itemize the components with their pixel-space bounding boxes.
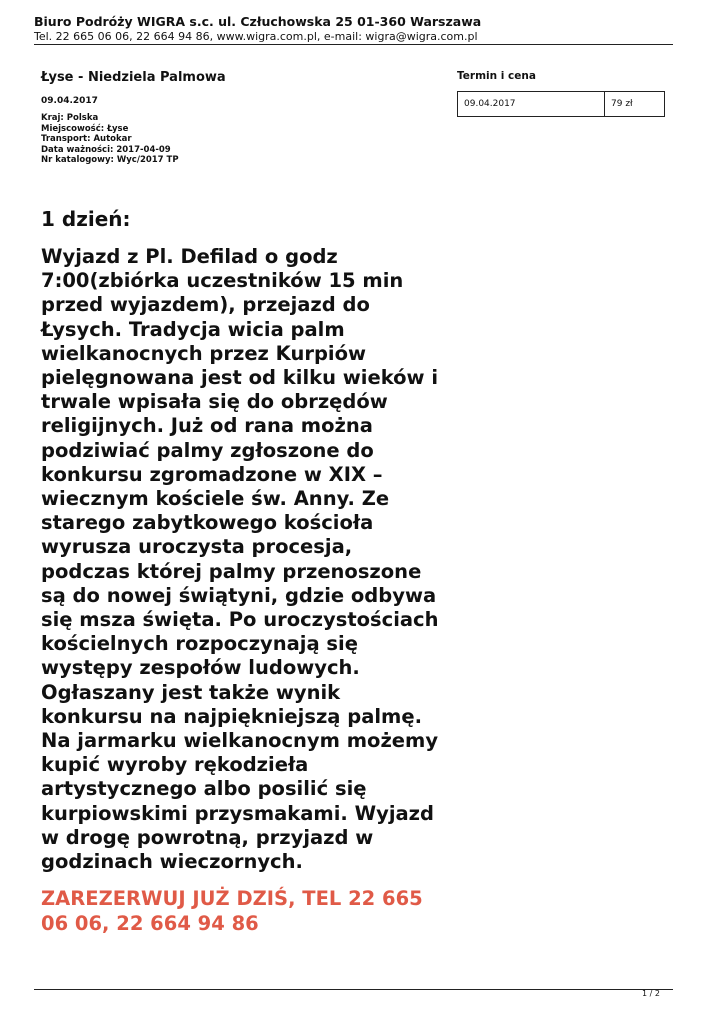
footer-divider — [34, 989, 673, 990]
company-contact[interactable]: Tel. 22 665 06 06, 22 664 94 86, www.wigra.com.pl, e-mail: wigra@wigra.com.pl — [34, 30, 478, 43]
company-address: Biuro Podróży WIGRA s.c. ul. Człuchowska 25 01-360 Warszawa — [34, 14, 482, 29]
header-divider — [34, 44, 673, 45]
detail-catalog-number: Nr katalogowy: Wyc/2017 TP — [41, 155, 179, 165]
detail-transport: Transport: Autokar — [41, 134, 132, 144]
table-row — [458, 92, 665, 117]
program-description: Wyjazd z Pl. Defilad o godz 7:00(zbiórka uczestników 15 min przed wyjazdem), przejazd do Łysych. Tradycja wicia palm wielkanocnych przez Kurpiów pielęgnowana jest od kilku wieków i trwale wpisała się do obrzędów religijnych. Już od rana można podziwiać palmy zgłoszone do konkursu zgromadzone w XIX – wiecznym kościele św. Anny. Ze starego zabytkowego kościoła wyrusza uroczysta procesja, podczas której palmy przenoszone są do nowej świątyni, gdzie odbywa się msza święta. Po uroczystościach kościelnych rozpoczynają się występy zespołów ludowych. Ogłaszany jest także wynik konkursu na najpiękniejszą palmę. Na jarmarku wielkanocnym możemy kupić wyroby rękodzieła artystycznego albo posilić się kurpiowskimi przysmakami. Wyjazd w drogę powrotną, przyjazd w godzinach wieczornych. — [41, 245, 439, 874]
booking-call-to-action: ZAREZERWUJ JUŻ DZIŚ, TEL 22 665 06 06, 22 664 94 86 — [41, 887, 423, 935]
price-row-price: 79 zł — [605, 92, 665, 117]
price-row-date: 09.04.2017 — [458, 92, 605, 117]
detail-location: Miejscowość: Łyse — [41, 123, 129, 134]
page-number: 1 / 2 — [642, 989, 660, 998]
day-heading: 1 dzień: — [41, 207, 131, 231]
price-heading: Termin i cena — [457, 70, 536, 82]
detail-valid-until: Data ważności: 2017-04-09 — [41, 144, 171, 155]
detail-country: Kraj: Polska — [41, 113, 99, 123]
trip-title: Łyse - Niedziela Palmowa — [41, 70, 226, 85]
price-table — [457, 91, 665, 117]
trip-date: 09.04.2017 — [41, 96, 98, 106]
trip-details — [41, 113, 179, 166]
document-header — [34, 14, 694, 44]
